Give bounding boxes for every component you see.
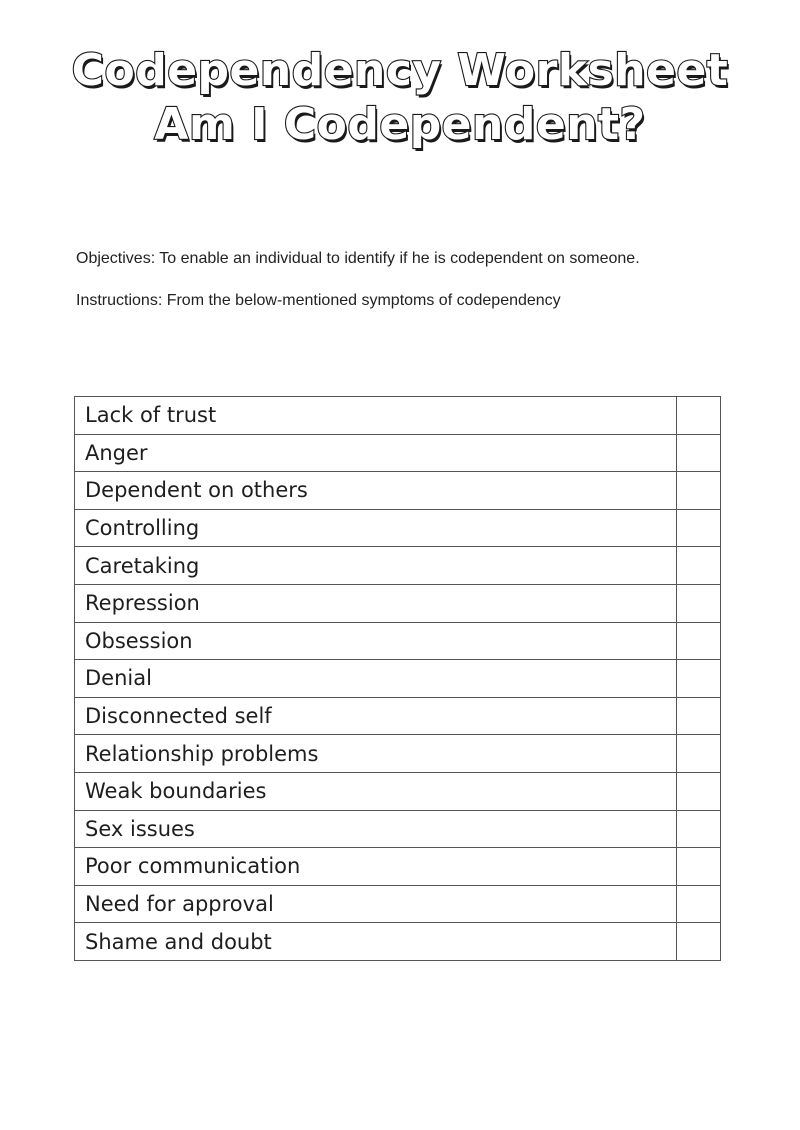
symptom-label: Need for approval (75, 885, 677, 923)
symptom-label: Sex issues (75, 810, 677, 848)
symptom-label: Dependent on others (75, 472, 677, 510)
symptom-label: Controlling (75, 509, 677, 547)
symptom-label: Obsession (75, 622, 677, 660)
symptom-label: Relationship problems (75, 735, 677, 773)
symptom-check-box[interactable] (677, 848, 721, 886)
symptom-label: Caretaking (75, 547, 677, 585)
symptom-check-box[interactable] (677, 810, 721, 848)
title-line-1: Codependency Worksheet (71, 45, 729, 96)
objectives-text: Objectives: To enable an individual to identify if he is codependent on someone. (76, 250, 640, 267)
table-row (75, 923, 721, 961)
symptom-checklist-table (74, 396, 721, 961)
table-row (75, 810, 721, 848)
symptom-check-box[interactable] (677, 735, 721, 773)
symptom-check-box[interactable] (677, 434, 721, 472)
table-row (75, 509, 721, 547)
symptom-check-box[interactable] (677, 923, 721, 961)
table-row (75, 848, 721, 886)
symptom-label: Anger (75, 434, 677, 472)
table-row (75, 885, 721, 923)
title-line-2: Am I Codependent? (154, 99, 646, 150)
table-row (75, 772, 721, 810)
instructions-text: Instructions: From the below-mentioned symptoms of codependency (76, 292, 561, 309)
table-row (75, 660, 721, 698)
symptom-label: Disconnected self (75, 697, 677, 735)
table-row (75, 547, 721, 585)
symptom-check-box[interactable] (677, 397, 721, 435)
symptom-check-box[interactable] (677, 697, 721, 735)
symptom-label: Lack of trust (75, 397, 677, 435)
symptom-check-box[interactable] (677, 885, 721, 923)
table-row (75, 434, 721, 472)
symptom-check-box[interactable] (677, 584, 721, 622)
table-row (75, 584, 721, 622)
table-row (75, 472, 721, 510)
table-row (75, 697, 721, 735)
table-row (75, 735, 721, 773)
symptom-label: Repression (75, 584, 677, 622)
table-row (75, 397, 721, 435)
table-row (75, 622, 721, 660)
symptom-label: Denial (75, 660, 677, 698)
symptom-check-box[interactable] (677, 622, 721, 660)
symptom-label: Poor communication (75, 848, 677, 886)
symptom-check-box[interactable] (677, 509, 721, 547)
symptom-check-box[interactable] (677, 772, 721, 810)
worksheet-title (0, 44, 800, 152)
symptom-label: Weak boundaries (75, 772, 677, 810)
symptom-check-box[interactable] (677, 660, 721, 698)
symptom-check-box[interactable] (677, 547, 721, 585)
symptom-label: Shame and doubt (75, 923, 677, 961)
symptom-check-box[interactable] (677, 472, 721, 510)
